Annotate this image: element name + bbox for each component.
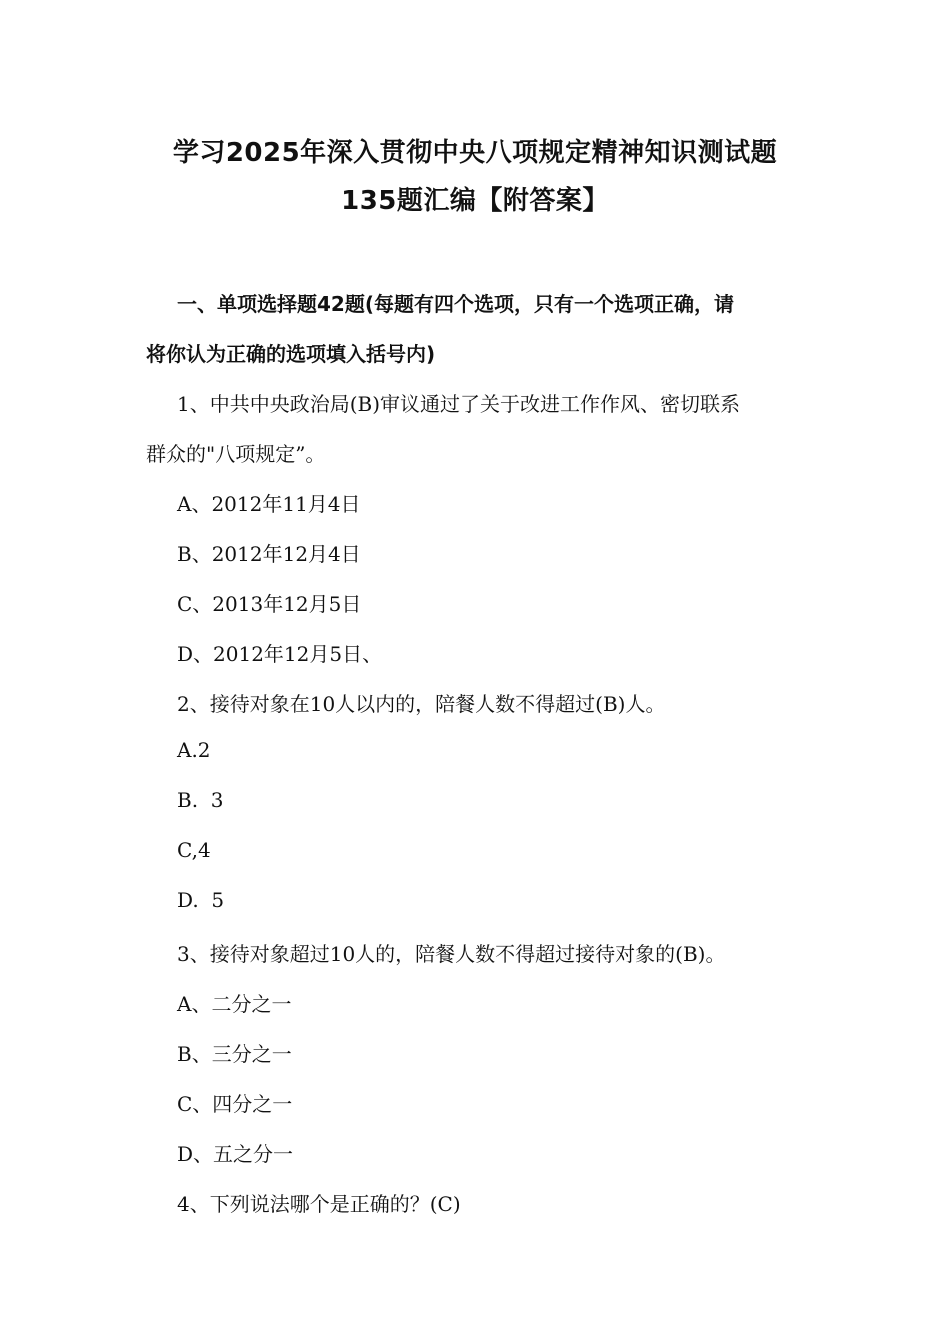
section-heading-line-1: 一、单项选择题42题(每题有四个选项，只有一个选项正确，请 <box>177 292 734 316</box>
question-1-option-c: C、2013年12月5日 <box>177 592 362 616</box>
question-2-stem: 2、接待对象在10人以内的，陪餐人数不得超过(B)人。 <box>177 692 666 716</box>
document-title-line-2: 135题汇编【附答案】 <box>341 186 609 216</box>
document-title-line-1: 学习2025年深入贯彻中央八项规定精神知识测试题 <box>172 138 778 168</box>
question-2-option-d: D. 5 <box>177 888 225 912</box>
question-3-option-c: C、四分之一 <box>177 1092 293 1116</box>
question-1-option-a: A、2012年11月4日 <box>177 492 361 516</box>
question-3-option-a: A、二分之一 <box>177 992 292 1016</box>
question-1-option-d: D、2012年12月5日、 <box>177 642 383 666</box>
question-3-option-b: B、三分之一 <box>177 1042 292 1066</box>
question-3-stem: 3、接待对象超过10人的，陪餐人数不得超过接待对象的(B)。 <box>177 942 726 966</box>
question-1-stem-line-2: 群众的"八项规定”。 <box>146 442 326 466</box>
question-2-option-c: C,4 <box>177 838 211 862</box>
question-3-option-d: D、五之分一 <box>177 1142 294 1166</box>
question-1-option-b: B、2012年12月4日 <box>177 542 361 566</box>
question-4-stem: 4、下列说法哪个是正确的？(C) <box>177 1192 461 1216</box>
question-1-stem-line-1: 1、中共中央政治局(B)审议通过了关于改进工作作风、密切联系 <box>177 392 741 416</box>
question-2-option-a: A.2 <box>177 738 211 762</box>
question-2-option-b: B. 3 <box>177 788 224 812</box>
section-heading-line-2: 将你认为正确的选项填入括号内) <box>146 342 436 366</box>
